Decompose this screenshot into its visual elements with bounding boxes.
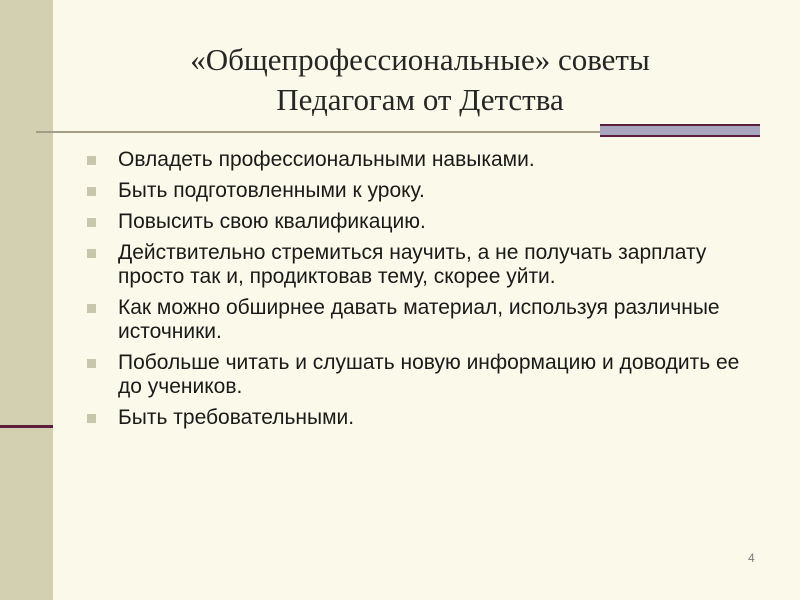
bullet-list <box>86 148 766 437</box>
side-panel-decoration <box>0 0 53 600</box>
square-bullet-icon <box>87 218 96 227</box>
bullet-item <box>86 179 766 203</box>
bullet-text: Быть требовательными. <box>118 406 355 429</box>
bullet-item <box>86 210 766 234</box>
bullet-text: Действительно стремиться научить, а не получать зарплату просто так и, продиктовав тему, скорее уйти. <box>118 241 707 288</box>
title-accent-bar <box>600 124 760 137</box>
bullet-text: Быть подготовленными к уроку. <box>118 179 425 202</box>
bullet-text: Овладеть профессиональными навыками. <box>118 148 535 171</box>
slide-title <box>120 40 720 120</box>
square-bullet-icon <box>87 156 96 165</box>
bullet-item <box>86 241 766 289</box>
bullet-item <box>86 351 766 399</box>
title-underline <box>36 131 600 133</box>
slide-title-line-2: Педагогам от Детства <box>276 82 564 117</box>
side-accent-line <box>0 425 53 428</box>
square-bullet-icon <box>87 187 96 196</box>
page-number: 4 <box>748 551 755 565</box>
square-bullet-icon <box>87 414 96 423</box>
bullet-text: Повысить свою квалификацию. <box>118 210 426 233</box>
bullet-item <box>86 296 766 344</box>
bullet-text: Как можно обширнее давать материал, используя различные источники. <box>118 296 720 343</box>
bullet-text: Побольше читать и слушать новую информацию и доводить ее до учеников. <box>118 351 740 398</box>
slide-title-line-1: «Общепрофессиональные» советы <box>190 42 650 77</box>
square-bullet-icon <box>87 304 96 313</box>
square-bullet-icon <box>87 249 96 258</box>
bullet-item <box>86 148 766 172</box>
square-bullet-icon <box>87 359 96 368</box>
bullet-item <box>86 406 766 430</box>
